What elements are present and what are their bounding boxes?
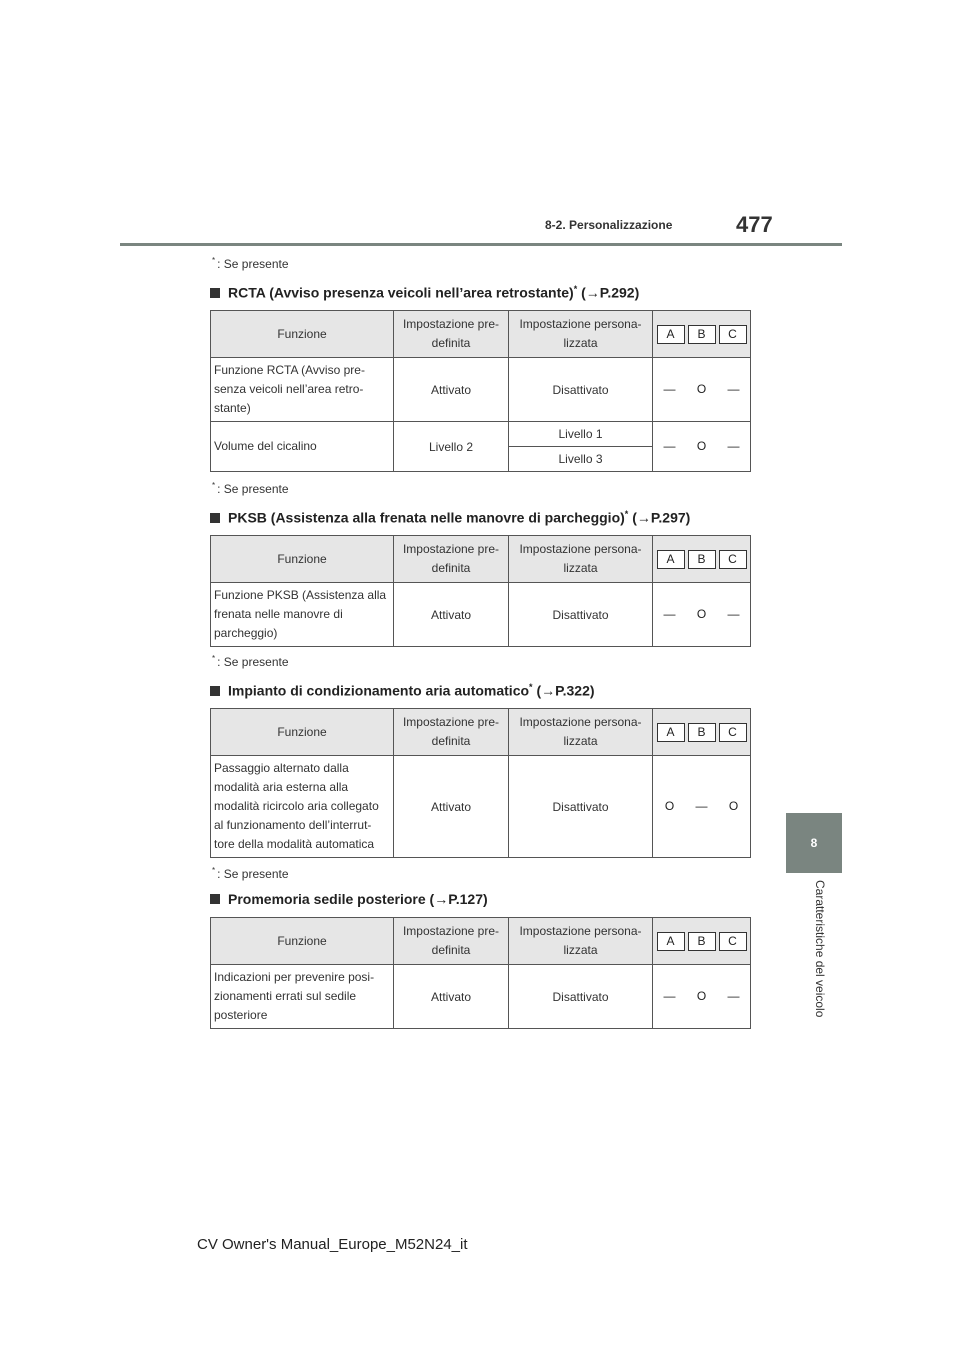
square-bullet-icon [210,686,220,696]
column-header: Impostazione pre-definita [394,918,509,965]
chapter-label: Caratteristiche del veicolo [813,880,827,1018]
cell-a: — [654,988,686,1005]
cell-abc [653,358,751,422]
cell-abc [653,583,751,647]
header-divider [120,243,842,246]
cell-default: Livello 2 [394,422,509,472]
column-header: Funzione [211,918,394,965]
document-footer: CV Owner's Manual_Europe_M52N24_it [197,1236,468,1253]
column-header: Impostazione pre-definita [394,311,509,358]
section-title-text: Promemoria sedile posteriore [228,891,426,907]
cell-custom: Disattivato [509,965,653,1029]
chapter-number: 8 [810,836,818,850]
column-a-label: A [657,550,685,569]
section-title: RCTA (Avviso presenza veicoli nell’area retrostante)* (→P.292) [210,284,639,301]
footnote-text: Se presente [223,867,289,881]
cell-b: O [686,606,718,623]
cell-a: O [654,798,686,815]
cell-b: — [686,798,718,815]
column-c-label: C [719,325,747,344]
cell-default: Attivato [394,358,509,422]
cell-c: — [718,988,750,1005]
column-header: Funzione [211,311,394,358]
column-header: Impostazione persona-lizzata [509,918,653,965]
cell-custom: Livello 3 [509,447,653,472]
table-row [211,965,751,1029]
column-header: Impostazione persona-lizzata [509,709,653,756]
table-row [211,583,751,647]
settings-table [210,310,751,472]
section-title: Impianto di condizionamento aria automatico* (→P.322) [210,682,595,699]
cell-c: — [718,606,750,623]
cell-c: O [718,798,750,815]
column-b-label: B [688,723,716,742]
settings-table [210,535,751,647]
column-header-abc [653,536,751,583]
cell-abc [653,756,751,858]
cell-a: — [654,606,686,623]
column-header-abc [653,918,751,965]
square-bullet-icon [210,288,220,298]
table-header-row [211,311,751,358]
cell-c: — [718,381,750,398]
column-header-abc [653,311,751,358]
cell-function: Volume del cicalino [211,422,394,472]
table-row [211,756,751,858]
column-b-label: B [688,325,716,344]
cell-function: Passaggio alternato dalla modalità aria esterna alla modalità ricircolo aria collegato al funzionamento dell’interrut-tore della modalità automatica [211,756,394,858]
settings-table [210,708,751,858]
cell-abc [653,965,751,1029]
column-header: Impostazione persona-lizzata [509,311,653,358]
table-header-row [211,536,751,583]
column-c-label: C [719,550,747,569]
cell-b: O [686,438,718,455]
cell-function: Indicazioni per prevenire posi-zionamenti errati sul sedile posteriore [211,965,394,1029]
cell-function: Funzione RCTA (Avviso pre-senza veicoli nell’area retro-stante) [211,358,394,422]
footnote: * : Se presente [212,256,289,271]
cell-b: O [686,988,718,1005]
settings-table [210,917,751,1029]
cell-custom: Livello 1 [509,422,653,447]
cell-a: — [654,381,686,398]
column-a-label: A [657,932,685,951]
table-header-row [211,918,751,965]
column-b-label: B [688,550,716,569]
section-title-text: Impianto di condizionamento aria automatico [228,682,530,699]
table-row [211,422,751,447]
section-title-text: RCTA (Avviso presenza veicoli nell’area retrostante) [228,284,574,301]
page-reference[interactable]: (→P.292) [581,284,640,301]
column-header: Impostazione persona-lizzata [509,536,653,583]
footnote: * : Se presente [212,866,289,881]
cell-b: O [686,381,718,398]
square-bullet-icon [210,894,220,904]
footnote-text: Se presente [223,482,289,496]
column-b-label: B [688,932,716,951]
chapter-tab[interactable] [786,813,842,873]
cell-default: Attivato [394,756,509,858]
column-c-label: C [719,932,747,951]
section-title: PKSB (Assistenza alla frenata nelle manovre di parcheggio)* (→P.297) [210,509,690,526]
cell-abc [653,422,751,472]
cell-function: Funzione PKSB (Assistenza alla frenata nelle manovre di parcheggio) [211,583,394,647]
column-header: Funzione [211,536,394,583]
footnote-text: Se presente [223,257,289,271]
footnote: * : Se presente [212,654,289,669]
column-header: Impostazione pre-definita [394,536,509,583]
column-a-label: A [657,723,685,742]
footnote-text: Se presente [223,655,289,669]
page-reference[interactable]: (→P.322) [536,682,595,699]
cell-c: — [718,438,750,455]
section-heading: 8-2. Personalizzazione [545,218,673,232]
column-header: Funzione [211,709,394,756]
column-c-label: C [719,723,747,742]
page-reference[interactable]: (→P.127) [429,891,488,907]
cell-a: — [654,438,686,455]
column-header: Impostazione pre-definita [394,709,509,756]
page-reference[interactable]: (→P.297) [632,509,691,526]
table-header-row [211,709,751,756]
cell-default: Attivato [394,583,509,647]
section-title-text: PKSB (Assistenza alla frenata nelle manovre di parcheggio) [228,509,625,526]
column-header-abc [653,709,751,756]
cell-custom: Disattivato [509,358,653,422]
cell-default: Attivato [394,965,509,1029]
cell-custom: Disattivato [509,583,653,647]
section-title [210,891,488,907]
page-number: 477 [736,212,773,237]
column-a-label: A [657,325,685,344]
footnote: * : Se presente [212,481,289,496]
cell-custom: Disattivato [509,756,653,858]
table-row [211,358,751,422]
square-bullet-icon [210,513,220,523]
